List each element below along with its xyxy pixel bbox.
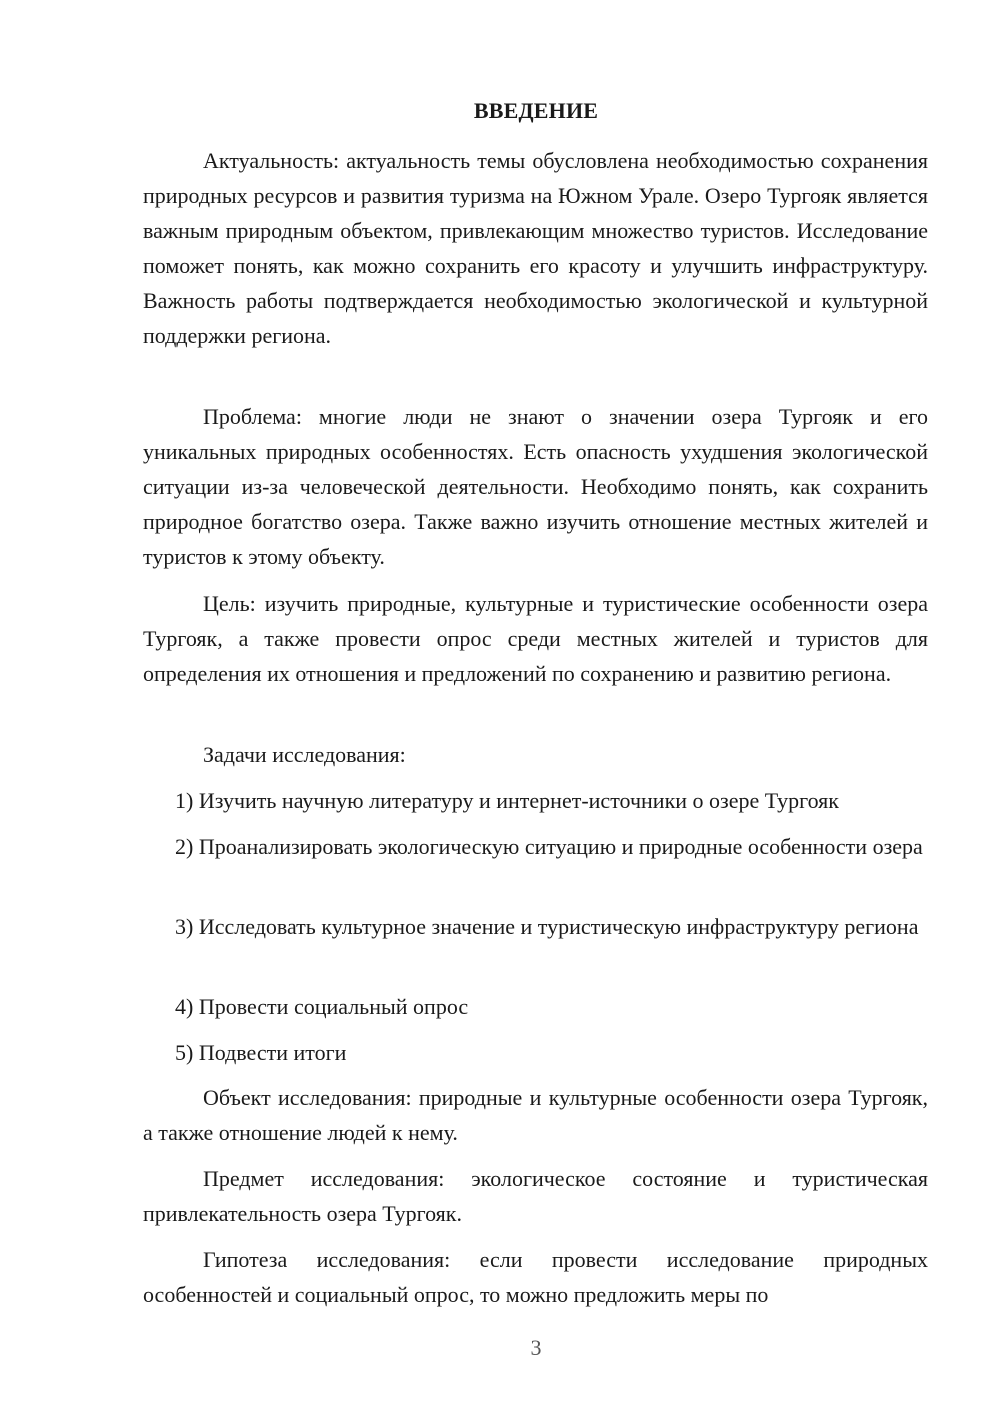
page-number: 3	[530, 1335, 542, 1360]
task-item-4: 4) Провести социальный опрос	[175, 994, 469, 1019]
task-item-1: 1) Изучить научную литературу и интернет-источники о озере Тургояк	[175, 788, 839, 813]
paragraph-relevance: Актуальность: актуальность темы обусловлена необходимостью сохранения природных ресурсов и развития туризма на Южном Урале. Озеро Тургояк является важным природным объектом, привлекающим множество туристов. Исследование поможет понять, как можно сохранить его красоту и улучшить инфраструктуру. Важность работы подтверждается необходимостью экологической и культурной поддержки региона.	[143, 148, 928, 348]
paragraph-object: Объект исследования: природные и культурные особенности озера Тургояк, а также отношение людей к нему.	[143, 1085, 928, 1145]
task-item-3: 3) Исследовать культурное значение и туристическую инфраструктуру региона	[175, 914, 919, 939]
paragraph-tasks-intro: Задачи исследования:	[203, 742, 406, 767]
paragraph-problem: Проблема: многие люди не знают о значении озера Тургояк и его уникальных природных особенностях. Есть опасность ухудшения экологической ситуации из-за человеческой деятельности. Необходимо понять, как сохранить природное богатство озера. Также важно изучить отношение местных жителей и туристов к этому объекту.	[143, 404, 928, 569]
task-item-2: 2) Проанализировать экологическую ситуацию и природные особенности озера	[175, 834, 923, 859]
task-item-5: 5) Подвести итоги	[175, 1040, 347, 1065]
section-heading: ВВЕДЕНИЕ	[473, 98, 599, 123]
paragraph-subject: Предмет исследования: экологическое состояние и туристическая привлекательность озера Тургояк.	[143, 1166, 928, 1226]
paragraph-goal: Цель: изучить природные, культурные и туристические особенности озера Тургояк, а также провести опрос среди местных жителей и туристов для определения их отношения и предложений по сохранению и развитию региона.	[143, 591, 928, 686]
paragraph-hypothesis: Гипотеза исследования: если провести исследование природных особенностей и социальный опрос, то можно предложить меры по	[143, 1247, 928, 1307]
